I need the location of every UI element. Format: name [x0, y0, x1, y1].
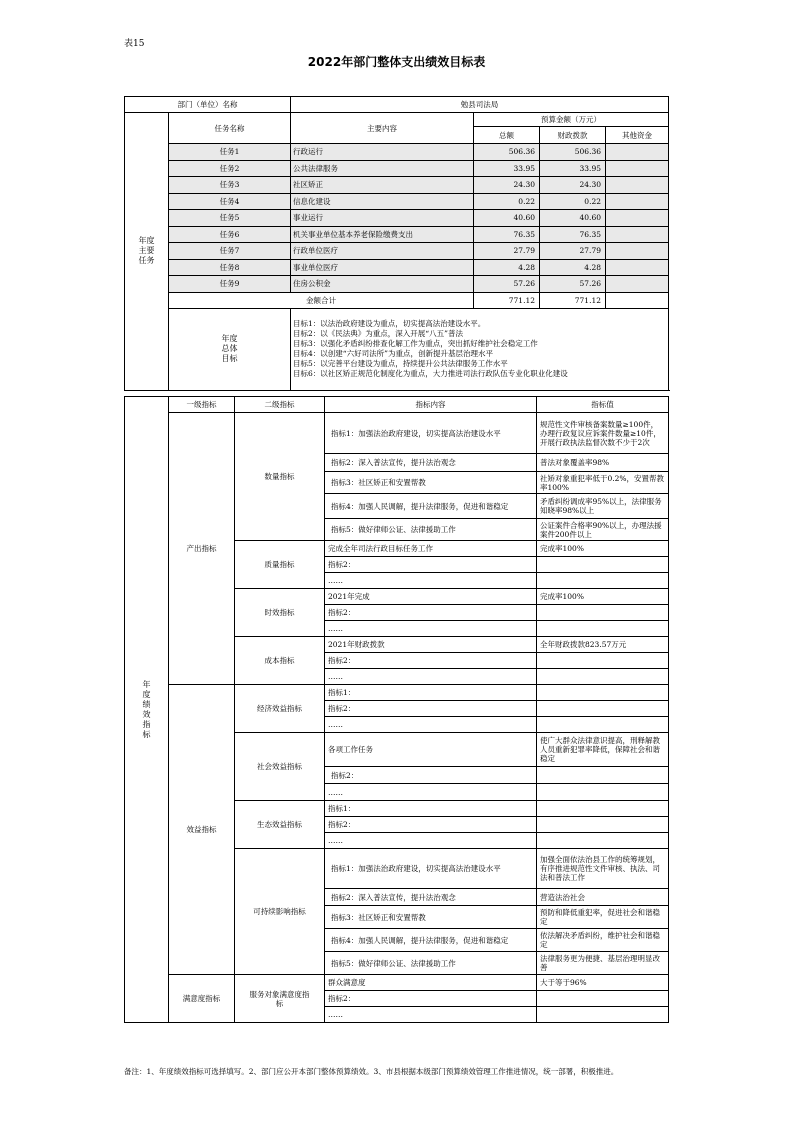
indicator-value [537, 573, 669, 589]
indicator-value: 全年财政拨款823.57万元 [537, 637, 669, 653]
level2-header: 二级指标 [235, 397, 325, 413]
indicator-value [537, 557, 669, 573]
indicator-value: 矛盾纠纷调成率95%以上，法律服务知晓率98%以上 [537, 494, 669, 519]
ecological-benefit-label: 生态效益指标 [235, 801, 325, 849]
task-other [606, 243, 669, 260]
indicator-content: 指标1： [325, 685, 537, 701]
sum-fiscal: 771.12 [540, 292, 606, 308]
task-total: 40.60 [474, 210, 540, 227]
indicator-content: 指标2：深入普法宣传，提升法治观念 [325, 889, 537, 906]
indicator-content: 指标2： [325, 701, 537, 717]
indicator-content: 群众满意度 [325, 975, 537, 991]
indicator-content: …… [325, 669, 537, 685]
goal-item: 目标6：以社区矫正规范化制度化为重点，大力推进司法行政队伍专业化职业化建设 [293, 369, 568, 378]
indicator-value [537, 991, 669, 1007]
task-fiscal: 27.79 [540, 243, 606, 260]
task-row [125, 226, 669, 243]
indicator-value [537, 1007, 669, 1023]
value-header: 指标值 [537, 397, 669, 413]
indicator-content: 指标2：深入普法宣传，提升法治观念 [325, 454, 537, 472]
goal-item: 目标2：以《民法典》为重点，深入开展“八五”普法 [293, 329, 463, 338]
task-row [125, 144, 669, 161]
task-content: 行政单位医疗 [291, 243, 474, 260]
timeliness-indicators-label: 时效指标 [235, 589, 325, 637]
social-benefit-label: 社会效益指标 [235, 733, 325, 801]
goal-item: 目标4：以创建“六好司法所”为重点，创新提升基层治理水平 [293, 349, 493, 358]
indicator-value: 营造法治社会 [537, 889, 669, 906]
indicator-content: 指标5：做好律师公证、法律援助工作 [325, 952, 537, 975]
indicator-value: 加强全面依法治县工作的统筹规划，有序推进规范性文件审核、执法、司法和普法工作 [537, 849, 669, 889]
task-content: 事业运行 [291, 210, 474, 227]
content-header: 指标内容 [325, 397, 537, 413]
indicator-row [125, 975, 669, 991]
economic-benefit-label: 经济效益指标 [235, 685, 325, 733]
goal-item: 目标1：以法治政府建设为重点，切实提高法治建设水平。 [293, 319, 486, 328]
task-other [606, 259, 669, 276]
total-header: 总额 [474, 127, 540, 144]
task-content: 事业单位医疗 [291, 259, 474, 276]
annual-tasks-label: 年度主要任务 [125, 113, 169, 391]
indicator-row [125, 413, 669, 454]
indicator-content: 指标4：加强人民调解，提升法律服务，促进和谐稳定 [325, 929, 537, 952]
benefit-indicators-label: 效益指标 [169, 685, 235, 975]
task-other [606, 276, 669, 293]
sum-row [125, 292, 669, 308]
indicator-content: 指标1：加强法治政府建设，切实提高法治建设水平 [325, 849, 537, 889]
indicator-value [537, 817, 669, 833]
overall-goals-row [125, 308, 669, 390]
indicator-content: 2021年完成 [325, 589, 537, 605]
indicator-value: 完成率100% [537, 541, 669, 557]
overall-goals [291, 308, 669, 390]
task-content: 公共法律服务 [291, 160, 474, 177]
service-satisfaction-label: 服务对象满意度指标 [235, 975, 325, 1023]
task-content: 行政运行 [291, 144, 474, 161]
indicator-content: 指标3：社区矫正和安置帮教 [325, 906, 537, 929]
indicator-value [537, 784, 669, 801]
task-other [606, 210, 669, 227]
task-fiscal: 40.60 [540, 210, 606, 227]
satisfaction-indicators-label: 满意度指标 [169, 975, 235, 1023]
task-name: 任务1 [169, 144, 291, 161]
indicator-value: 大于等于96% [537, 975, 669, 991]
indicator-content: 指标1： [325, 801, 537, 817]
budget-header: 预算金额（万元） [474, 113, 669, 127]
task-total: 33.95 [474, 160, 540, 177]
content-header: 主要内容 [291, 113, 474, 144]
other-header: 其他资金 [606, 127, 669, 144]
task-other [606, 177, 669, 194]
task-total: 0.22 [474, 193, 540, 210]
task-fiscal: 4.28 [540, 259, 606, 276]
task-content: 信息化建设 [291, 193, 474, 210]
task-row [125, 276, 669, 293]
indicator-content: …… [325, 1007, 537, 1023]
indicator-content: …… [325, 621, 537, 637]
indicator-content: 指标2： [325, 817, 537, 833]
sustainability-label: 可持续影响指标 [235, 849, 325, 975]
task-other [606, 160, 669, 177]
indicator-value [537, 767, 669, 784]
task-fiscal: 0.22 [540, 193, 606, 210]
task-content: 社区矫正 [291, 177, 474, 194]
task-row [125, 243, 669, 260]
fiscal-header: 财政拨款 [540, 127, 606, 144]
indicator-content: 指标2： [325, 653, 537, 669]
indicator-content: 指标2： [325, 557, 537, 573]
task-name: 任务4 [169, 193, 291, 210]
task-name: 任务3 [169, 177, 291, 194]
task-total: 27.79 [474, 243, 540, 260]
task-total: 4.28 [474, 259, 540, 276]
task-other [606, 193, 669, 210]
task-row [125, 193, 669, 210]
task-fiscal: 33.95 [540, 160, 606, 177]
indicator-content: …… [325, 717, 537, 733]
indicator-value [537, 701, 669, 717]
task-name: 任务8 [169, 259, 291, 276]
task-name: 任务7 [169, 243, 291, 260]
task-name: 任务2 [169, 160, 291, 177]
task-name: 任务5 [169, 210, 291, 227]
dept-name: 勉县司法局 [291, 97, 669, 113]
performance-indicator-table [124, 396, 669, 1023]
task-row [125, 259, 669, 276]
task-total: 24.30 [474, 177, 540, 194]
indicator-content: 指标5：做好律师公证、法律援助工作 [325, 519, 537, 541]
indicator-content: 完成全年司法行政目标任务工作 [325, 541, 537, 557]
indicator-header-row [125, 397, 669, 413]
table-number: 表15 [124, 39, 145, 49]
indicator-value: 普法对象覆盖率98% [537, 454, 669, 472]
sum-label: 金额合计 [169, 292, 474, 308]
indicator-content: 指标2： [325, 767, 537, 784]
goal-item: 目标3：以强化矛盾纠纷排查化解工作为重点，突出抓好维护社会稳定工作 [293, 339, 538, 348]
indicator-content: 指标3：社区矫正和安置帮教 [325, 472, 537, 494]
indicator-value [537, 653, 669, 669]
task-content: 住房公积金 [291, 276, 474, 293]
indicator-content: 指标2： [325, 605, 537, 621]
task-fiscal: 57.26 [540, 276, 606, 293]
indicator-row [125, 685, 669, 701]
indicator-value: 完成率100% [537, 589, 669, 605]
indicator-value: 预防和降低重犯率，促进社会和谐稳定 [537, 906, 669, 929]
indicator-content: 指标4：加强人民调解，提升法律服务，促进和谐稳定 [325, 494, 537, 519]
task-fiscal: 506.36 [540, 144, 606, 161]
level1-header: 一级指标 [169, 397, 235, 413]
budget-task-table [124, 96, 669, 391]
quality-indicators-label: 质量指标 [235, 541, 325, 589]
overall-goals-label-text: 年度总体目标 [221, 334, 238, 363]
indicator-content: 2021年财政拨款 [325, 637, 537, 653]
footnote: 备注：1、年度绩效指标可选择填写。2、部门应公开本部门整体预算绩效。3、市县根据本级部门预算绩效管理工作推进情况，统一部署，积极推进。 [124, 1067, 619, 1076]
indicator-value [537, 717, 669, 733]
task-fiscal: 76.35 [540, 226, 606, 243]
task-content: 机关事业单位基本养老保险缴费支出 [291, 226, 474, 243]
indicator-content: 各项工作任务 [325, 733, 537, 767]
cost-indicators-label: 成本指标 [235, 637, 325, 685]
annual-indicators-label-text: 年度绩效指标 [142, 679, 151, 739]
overall-goals-label [169, 308, 291, 390]
task-row [125, 177, 669, 194]
sum-total: 771.12 [474, 292, 540, 308]
task-total: 57.26 [474, 276, 540, 293]
goal-item: 目标5：以完善平台建设为重点，持续提升公共法律服务工作水平 [293, 359, 508, 368]
task-total: 506.36 [474, 144, 540, 161]
sum-other [606, 292, 669, 308]
annual-indicators-label [125, 397, 169, 1023]
task-other [606, 144, 669, 161]
indicator-content: …… [325, 784, 537, 801]
task-name: 任务9 [169, 276, 291, 293]
indicator-content: …… [325, 833, 537, 849]
indicator-value [537, 801, 669, 817]
quantity-indicators-label: 数量指标 [235, 413, 325, 541]
indicator-value [537, 605, 669, 621]
indicator-value: 依法解决矛盾纠纷，维护社会和谐稳定 [537, 929, 669, 952]
task-name: 任务6 [169, 226, 291, 243]
indicator-value [537, 833, 669, 849]
dept-label: 部门（单位）名称 [125, 97, 291, 113]
indicator-value: 公证案件合格率90%以上，办理法援案件200件以上 [537, 519, 669, 541]
indicator-value [537, 621, 669, 637]
indicator-value: 规范性文件审核备案数量≥100件，办理行政复议应诉案件数量≥10件，开展行政执法监督次数不少于2次 [537, 413, 669, 454]
indicator-value [537, 669, 669, 685]
task-name-header: 任务名称 [169, 113, 291, 144]
task-row [125, 210, 669, 227]
indicator-content: 指标2： [325, 991, 537, 1007]
indicator-value: 使广大群众法律意识提高，刑释解教人员重新犯罪率降低，保障社会和谐稳定 [537, 733, 669, 767]
task-other [606, 226, 669, 243]
indicator-content: 指标1：加强法治政府建设，切实提高法治建设水平 [325, 413, 537, 454]
task-row [125, 160, 669, 177]
task-total: 76.35 [474, 226, 540, 243]
indicator-content: …… [325, 573, 537, 589]
output-indicators-label: 产出指标 [169, 413, 235, 685]
indicator-value [537, 685, 669, 701]
indicator-value: 社矫对象重犯率低于0.2%，安置帮教率100% [537, 472, 669, 494]
page-title: 2022年部门整体支出绩效目标表 [307, 55, 486, 69]
task-fiscal: 24.30 [540, 177, 606, 194]
indicator-value: 法律服务更为便捷、基层治理明显改善 [537, 952, 669, 975]
